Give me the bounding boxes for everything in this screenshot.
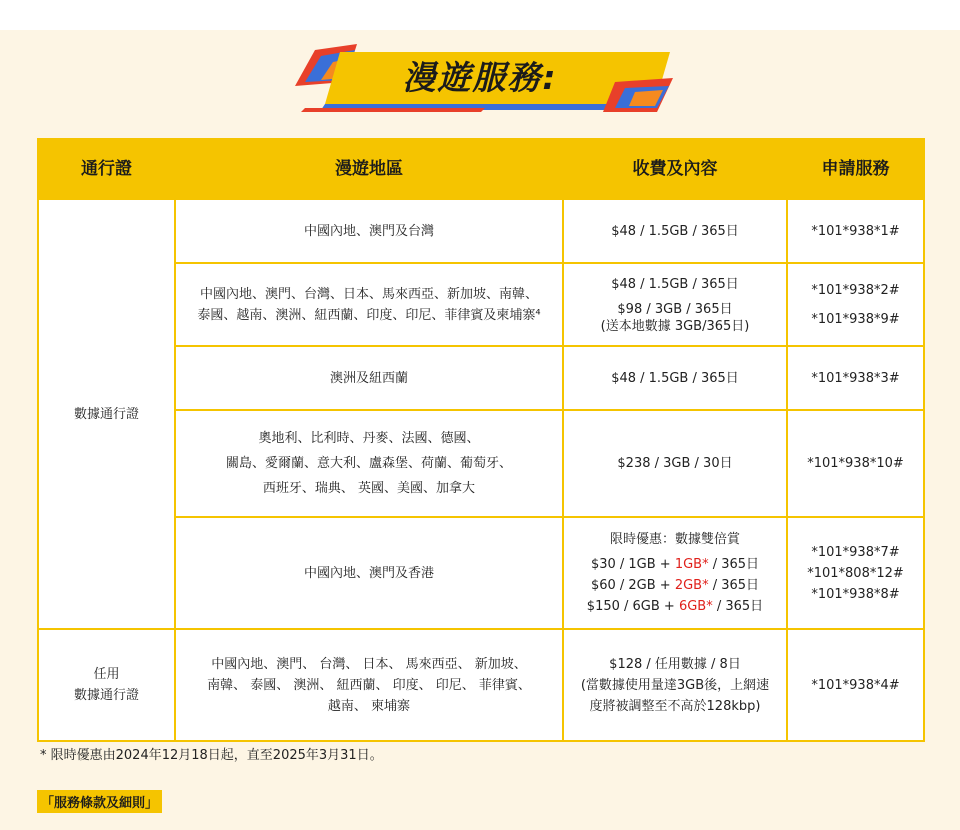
dial-code[interactable]: *101*938*4#: [811, 677, 900, 693]
region-cell: [175, 629, 563, 741]
table-row: [38, 199, 924, 263]
dial-code[interactable]: *101*938*10#: [807, 456, 904, 471]
fee-line: (當數據使用量達3GB後，上網速: [580, 677, 770, 693]
fee-cell: [563, 629, 787, 741]
code-cell: [787, 410, 924, 517]
fee-cell: [563, 263, 787, 346]
header-fee: 收費及內容: [563, 139, 787, 199]
banner: [285, 42, 675, 114]
dial-code[interactable]: *101*938*3#: [811, 370, 900, 386]
region-line: 中國內地、澳門及香港: [303, 565, 434, 581]
fee-line: $238 / 3GB / 30日: [617, 456, 733, 471]
promo-line: [570, 596, 780, 617]
code-cell: [787, 346, 924, 410]
unlimited-pass-label: 數據通行證: [73, 688, 139, 703]
region-line: 越南、 柬埔寨: [327, 698, 411, 714]
region-line: 關島、愛爾蘭、意大利、盧森堡、荷蘭、葡萄牙、: [225, 456, 512, 471]
terms-link[interactable]: 「服務條款及細則」: [41, 796, 159, 811]
promo-footnote: * 限時優惠由2024年12月18日起，直至2025年3月31日。: [40, 748, 383, 763]
promo-validity: / 365日: [708, 578, 760, 593]
data-pass-label: 數據通行證: [73, 406, 139, 422]
region-line: 中國內地、澳門及台灣: [303, 223, 434, 239]
banner-title: 漫遊服務:: [402, 58, 558, 97]
promo-base: $60 / 2GB +: [590, 578, 675, 593]
terms-button[interactable]: [37, 790, 162, 813]
region-cell: [175, 263, 563, 346]
fee-line: $48 / 1.5GB / 365日: [611, 223, 739, 239]
dial-code[interactable]: *101*938*2#: [811, 282, 900, 298]
unlimited-pass-label: 任用: [93, 667, 120, 682]
region-line: 南韓、 泰國、 澳洲、 紐西蘭、 印度、 印尼、 菲律賓、: [207, 677, 531, 693]
fee-cell: [563, 346, 787, 410]
dial-code[interactable]: *101*938*8#: [811, 586, 900, 602]
code-cell: [787, 263, 924, 346]
pass-name-cell: [38, 629, 175, 741]
region-cell: [175, 410, 563, 517]
region-line: 澳洲及紐西蘭: [329, 370, 408, 386]
roaming-table: [37, 138, 925, 742]
promo-line: [570, 554, 780, 575]
region-cell: [175, 517, 563, 629]
table-header-row: [38, 139, 924, 199]
region-line: 奧地利、比利時、丹麥、法國、德國、: [258, 431, 480, 446]
promo-bonus: 2GB*: [674, 578, 709, 593]
promo-base: $150 / 6GB +: [586, 599, 679, 614]
dial-code[interactable]: *101*808*12#: [807, 565, 904, 581]
pass-name-cell: [38, 199, 175, 629]
promo-bonus: 1GB*: [674, 557, 709, 572]
header-region: 漫遊地區: [175, 139, 563, 199]
dial-code[interactable]: *101*938*9#: [811, 311, 900, 327]
fee-line: $128 / 任用數據 / 8日: [609, 656, 741, 672]
region-line: 西班牙、瑞典、 英國、美國、加拿大: [262, 481, 476, 496]
fee-line: 度將被調整至不高於128kbp): [589, 698, 761, 714]
promo-title: 限時優惠：數據雙倍賞: [609, 532, 740, 547]
region-line: 泰國、越南、澳洲、紐西蘭、印度、印尼、菲律賓及柬埔寨⁴: [197, 307, 541, 323]
dial-code[interactable]: *101*938*1#: [811, 223, 900, 239]
promo-validity: / 365日: [708, 557, 760, 572]
region-line: 中國內地、澳門、 台灣、 日本、 馬來西亞、 新加坡、: [211, 656, 527, 672]
promo-base: $30 / 1GB +: [590, 557, 675, 572]
top-band: [0, 0, 960, 30]
fee-line: (送本地數據 3GB/365日): [600, 319, 750, 334]
header-apply: 申請服務: [787, 139, 924, 199]
fee-cell: [563, 199, 787, 263]
table-row: [38, 629, 924, 741]
fee-line: $98 / 3GB / 365日: [617, 302, 733, 317]
fee-cell: [563, 517, 787, 629]
promo-validity: / 365日: [712, 599, 764, 614]
region-cell: [175, 199, 563, 263]
header-pass: 通行證: [38, 139, 175, 199]
region-line: 中國內地、澳門、台灣、日本、馬來西亞、新加坡、南韓、: [199, 286, 538, 302]
fee-line: $48 / 1.5GB / 365日: [611, 370, 739, 386]
code-cell: [787, 517, 924, 629]
fee-cell: [563, 410, 787, 517]
promo-line: [570, 575, 780, 596]
code-cell: [787, 629, 924, 741]
dial-code[interactable]: *101*938*7#: [811, 544, 900, 560]
promo-bonus: 6GB*: [678, 599, 713, 614]
fee-line: $48 / 1.5GB / 365日: [611, 277, 739, 292]
code-cell: [787, 199, 924, 263]
region-cell: [175, 346, 563, 410]
